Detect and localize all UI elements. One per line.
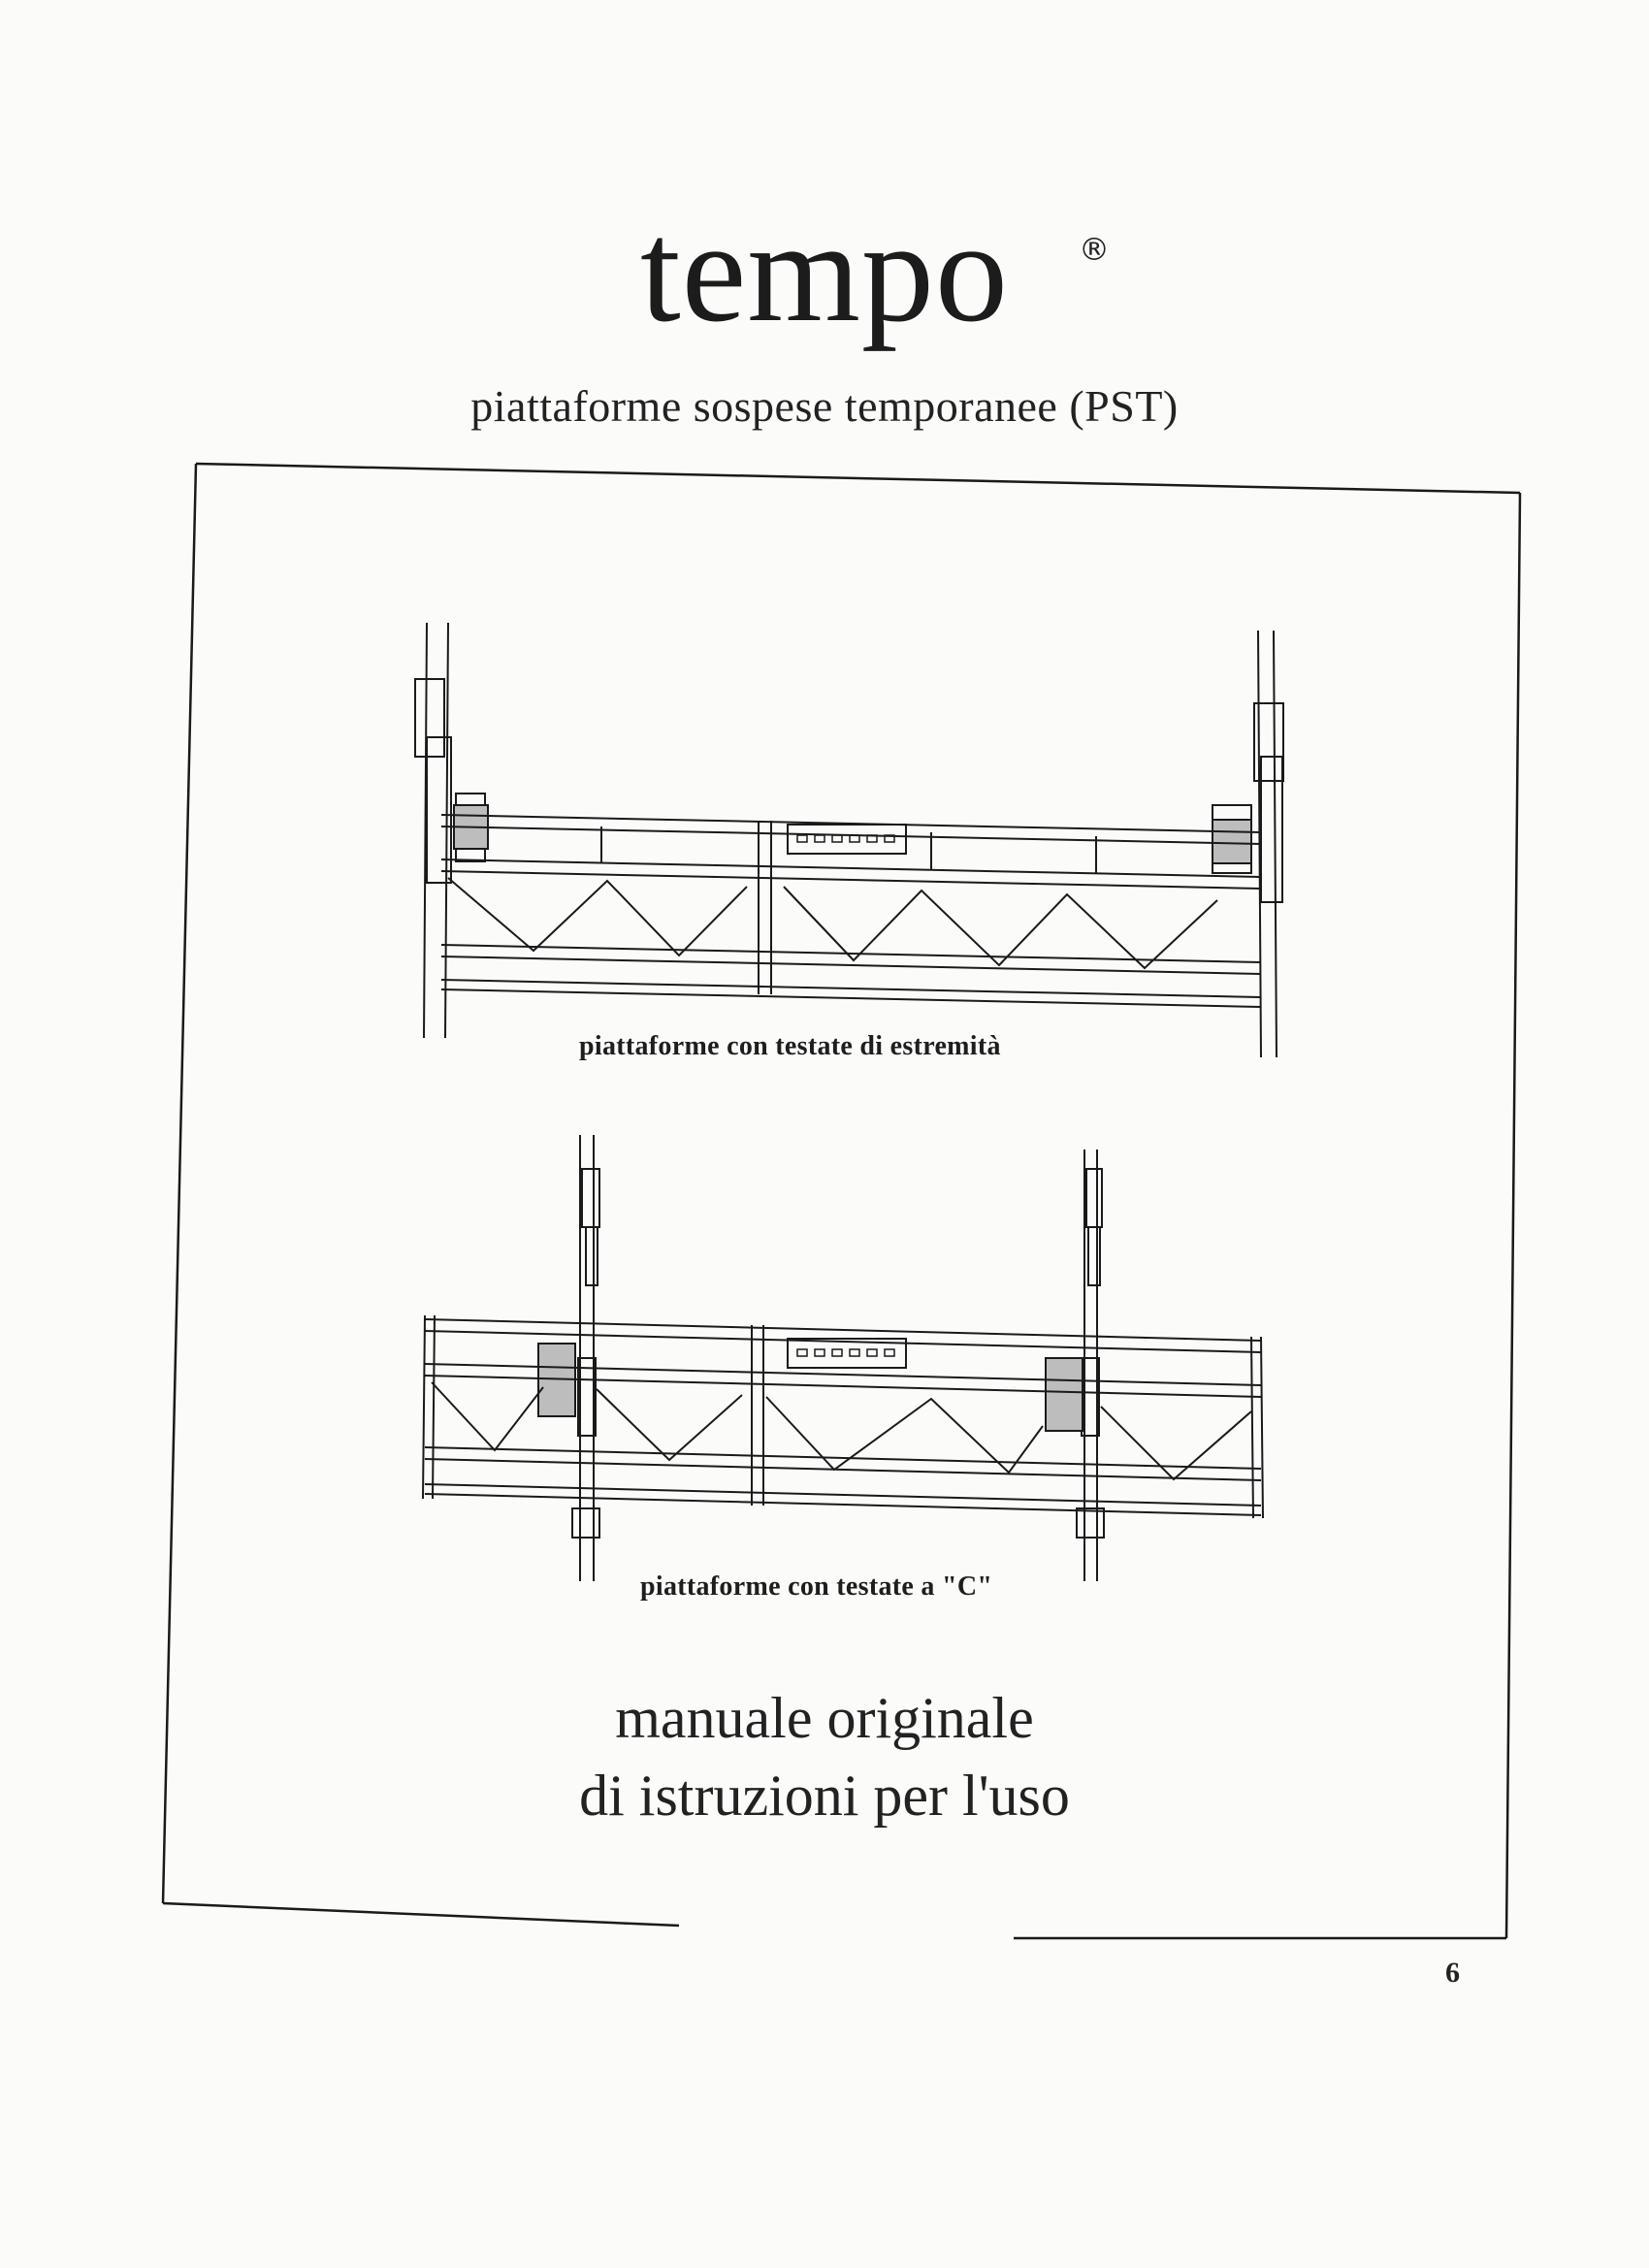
suspended-platform-c-stirrups-drawing [423, 1135, 1263, 1581]
registered-mark: ® [1079, 231, 1110, 268]
subtitle: piattaforme sospese temporanee (PST) [470, 381, 1179, 431]
figure-caption-c-stirrups: piattaforme con testate a "C" [640, 1571, 993, 1602]
manual-title-line2: di istruzioni per l'uso [579, 1764, 1070, 1828]
page-number: 6 [1445, 1957, 1460, 1989]
brand-name: tempo [640, 191, 1009, 352]
manual-title-line1: manuale originale [615, 1686, 1034, 1750]
figure-caption-end-stirrups: piattaforme con testate di estremità [579, 1031, 1001, 1061]
brand-logo [0, 191, 1649, 352]
suspended-platform-end-stirrups-drawing [415, 623, 1283, 1057]
